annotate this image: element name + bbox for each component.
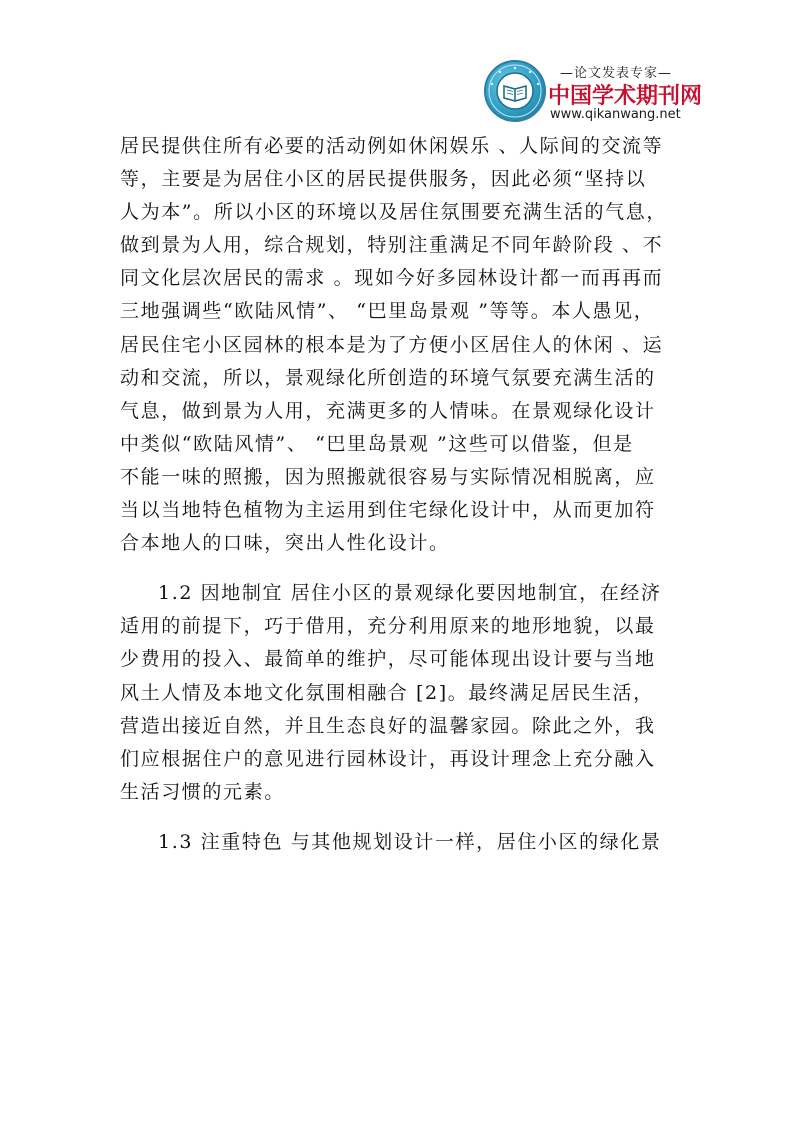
document-body <box>120 130 680 859</box>
logo-url: www.qikanwang.net <box>550 107 681 122</box>
text-line: 中类似“欧陆风情”、 “巴里岛景观 ”这些可以借鉴，但是 <box>120 432 634 455</box>
text-line: 当以当地特色植物为主运用到住宅绿化设计中，从而更加符 <box>120 499 656 522</box>
text-line: 少费用的投入、最简单的维护，尽可能体现出设计要与当地 <box>120 648 656 671</box>
book-seal-icon <box>484 60 546 122</box>
text-line: 人为本”。所以小区的环境以及居住氛围要充满生活的气息， <box>120 201 667 224</box>
text-line: 不能一味的照搬，因为照搬就很容易与实际情况相脱离，应 <box>120 465 656 488</box>
paragraph-1 <box>120 130 680 560</box>
text-line: 生活习惯的元素。 <box>120 780 285 803</box>
text-line: 动和交流，所以，景观绿化所创造的环境气氛要充满生活的 <box>120 366 656 389</box>
text-line: 1.2 因地制宜 居住小区的景观绿化要因地制宜，在经济 <box>158 582 662 605</box>
paragraph-1-2 <box>120 577 680 809</box>
text-line: 们应根据住户的意见进行园林设计，再设计理念上充分融入 <box>120 747 656 770</box>
paragraph-gap <box>120 560 680 577</box>
logo-slogan: —论文发表专家— <box>559 66 672 81</box>
text-line: 居民提供住所有必要的活动例如休闲娱乐 、人际间的交流等 <box>120 135 664 157</box>
paragraph-gap <box>120 809 680 826</box>
text-line: 营造出接近自然，并且生态良好的温馨家园。除此之外，我 <box>120 714 656 737</box>
text-line: 做到景为人用，综合规划，特别注重满足不同年龄阶段 、不 <box>120 234 664 257</box>
text-line: 1.3 注重特色 与其他规划设计一样，居住小区的绿化景 <box>158 830 662 853</box>
text-line: 气息，做到景为人用，充满更多的人情味。在景观绿化设计 <box>120 399 656 422</box>
logo-site-name: 中国学术期刊网 <box>548 84 703 109</box>
text-line: 三地强调些“欧陆风情”、 “巴里岛景观 ”等等。本人愚见， <box>120 300 655 323</box>
text-line: 适用的前提下，巧于借用，充分利用原来的地形地貌，以最 <box>120 615 656 638</box>
text-line: 同文化层次居民的需求 。现如今好多园林设计都一而再再而 <box>120 267 664 290</box>
text-line: 居民住宅小区园林的根本是为了方便小区居住人的休闲 、运 <box>120 333 664 356</box>
site-logo <box>484 58 703 128</box>
text-line: 等，主要是为居住小区的居民提供服务，因此必须“坚持以 <box>120 168 647 191</box>
paragraph-1-3 <box>120 826 680 859</box>
text-line: 合本地人的口味，突出人性化设计。 <box>120 532 450 555</box>
text-line: 风土人情及本地文化氛围相融合 [2]。最终满足居民生活， <box>120 681 654 704</box>
